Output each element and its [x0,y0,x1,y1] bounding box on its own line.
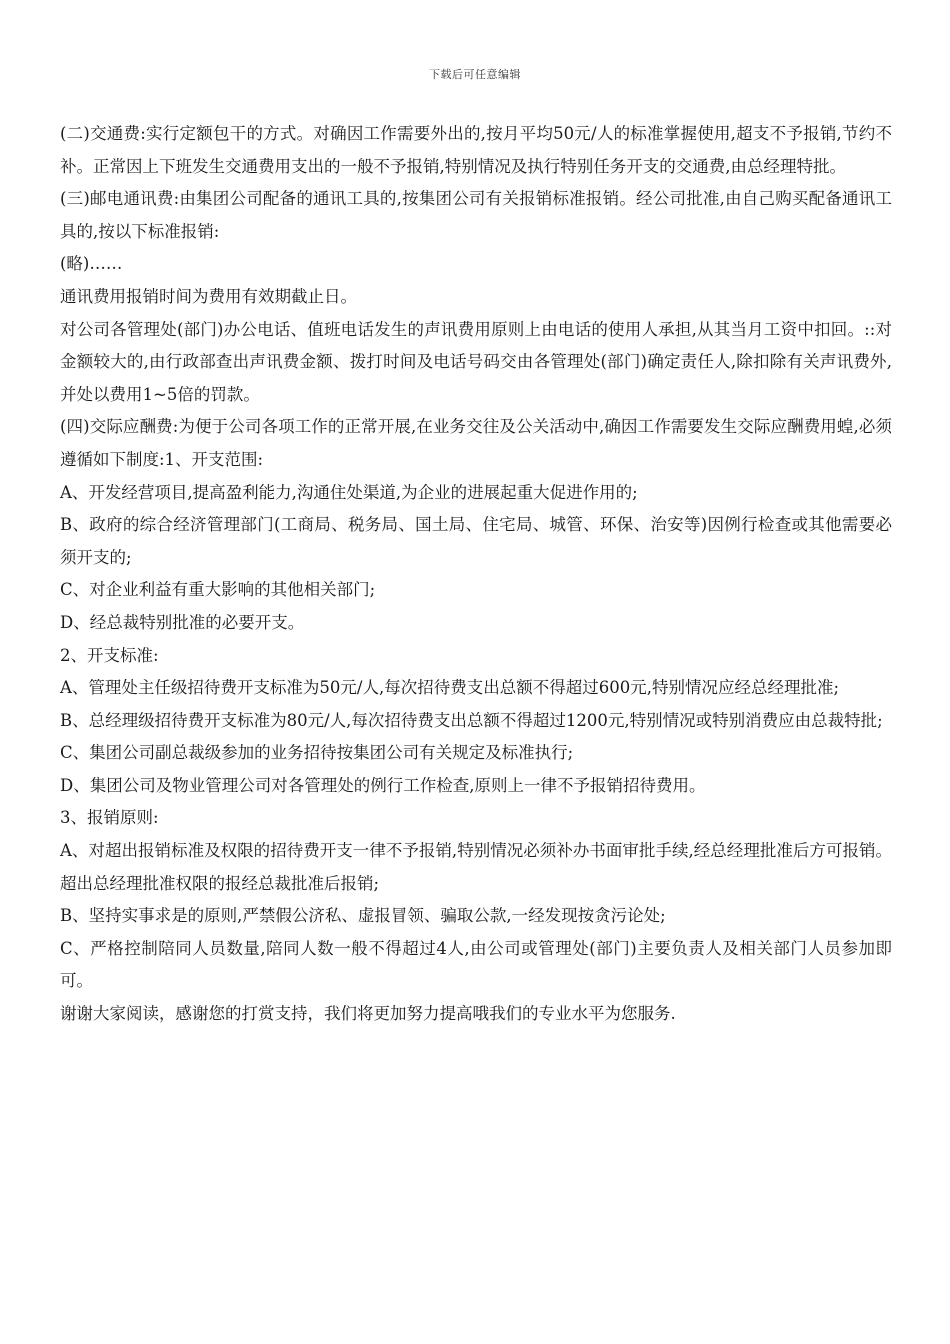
section-heading-principles: 3、报销原则: [60,808,159,828]
document-body [60,118,892,1031]
page-header: 下载后可任意编辑 [429,68,521,81]
paragraph-voice-service-fee: 对公司各管理处(部门)办公电话、值班电话发生的声讯费用原则上由电话的使用人承担,从其当月工资中扣回。::对金额较大的,由行政部查出声讯费金额、拨打时间及电话号码交由各管理处(部门)确定责任人,除扣除有关声讯费外,并处以费用1~5倍的罚款。 [60,319,892,404]
closing-note: 谢谢大家阅读，感谢您的打赏支持，我们将更加努力提高哦我们的专业水平为您服务. [60,1004,676,1024]
paragraph-telecom-deadline: 通讯费用报销时间为费用有效期截止日。 [60,286,357,306]
list-item-scope-d: D、经总裁特别批准的必要开支。 [60,612,305,632]
list-item-principle-a: A、对超出报销标准及权限的招待费开支一律不予报销,特别情况必须补办书面审批手续,经总经理批准后方可报销。超出总经理批准权限的报经总裁批准后报销; [60,841,892,893]
list-item-standard-a: A、管理处主任级招待费开支标准为50元/人,每次招待费支出总额不得超过600元,特别情况应经总经理批准; [60,678,840,698]
paragraph-telecom-fee: (三)邮电通讯费:由集团公司配备的通讯工具的,按集团公司有关报销标准报销。经公司批准,由自己购买配备通讯工具的,按以下标准报销: [60,189,892,241]
paragraph-omitted: (略)…… [60,254,123,274]
list-item-scope-c: C、对企业利益有重大影响的其他相关部门; [60,580,376,600]
list-item-scope-a: A、开发经营项目,提高盈利能力,沟通住处渠道,为企业的进展起重大促进作用的; [60,482,638,502]
list-item-scope-b: B、政府的综合经济管理部门(工商局、税务局、国土局、住宅局、城管、环保、治安等)因例行检查或其他需要必须开支的; [60,515,892,567]
list-item-standard-b: B、总经理级招待费开支标准为80元/人,每次招待费支出总额不得超过1200元,特别情况或特别消费应由总裁特批; [60,710,883,730]
list-item-principle-c: C、严格控制陪同人员数量,陪同人数一般不得超过4人,由公司或管理处(部门)主要负责人及相关部门人员参加即可。 [60,938,892,991]
list-item-standard-d: D、集团公司及物业管理公司对各管理处的例行工作检查,原则上一律不予报销招待费用。 [60,775,706,795]
paragraph-entertainment-fee: (四)交际应酬费:为便于公司各项工作的正常开展,在业务交往及公关活动中,确因工作需要发生交际应酬费用蝗,必须遵循如下制度:1、开支范围: [60,417,892,469]
list-item-standard-c: C、集团公司副总裁级参加的业务招待按集团公司有关规定及标准执行; [60,743,574,763]
paragraph-transport-fee: (二)交通费:实行定额包干的方式。对确因工作需要外出的,按月平均50元/人的标准掌握使用,超支不予报销,节约不补。正常因上下班发生交通费用支出的一般不予报销,特别情况及执行特别任务开支的交通费,由总经理特批。 [60,124,892,176]
section-heading-standards: 2、开支标准: [60,645,159,665]
list-item-principle-b: B、坚持实事求是的原则,严禁假公济私、虚报冒领、骗取公款,一经发现按贪污论处; [60,906,666,926]
